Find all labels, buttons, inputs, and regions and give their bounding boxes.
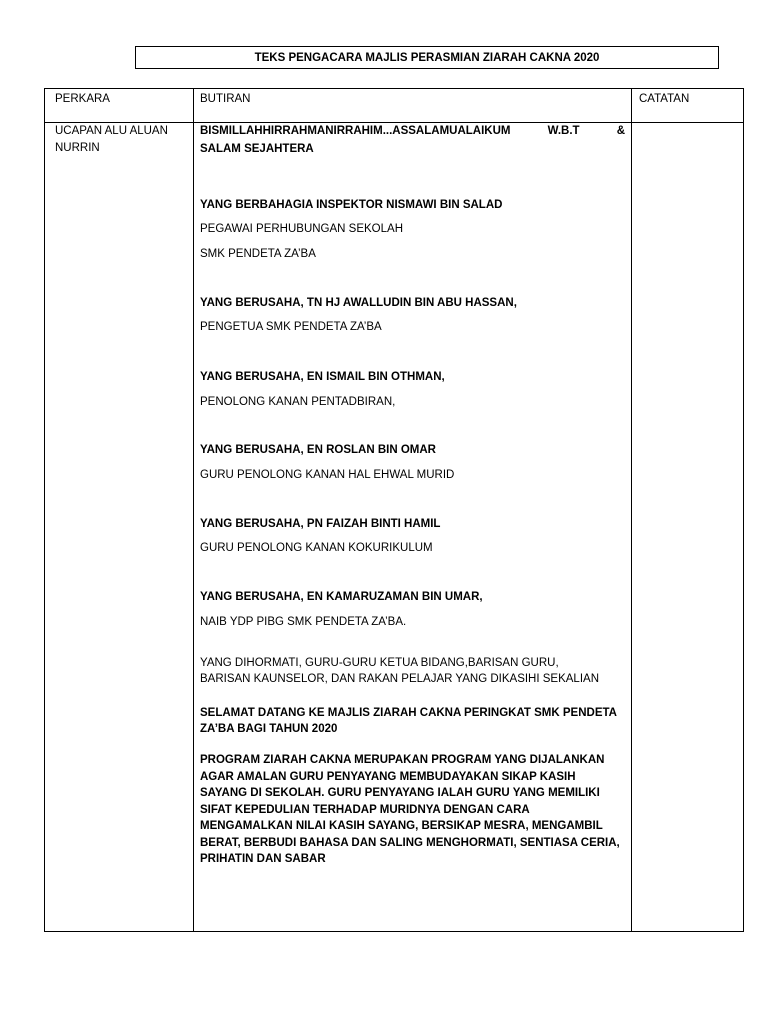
opening-word-3: & bbox=[616, 125, 625, 137]
program-line-5: MENGAMALKAN NILAI KASIH SAYANG, BERSIKAP MESRA, MENGAMBIL bbox=[200, 820, 603, 832]
header-catatan: CATATAN bbox=[639, 93, 690, 105]
guest-line: YANG BERUSAHA, EN ISMAIL BIN OTHMAN, bbox=[200, 371, 445, 383]
dihormati-line-2: BARISAN KAUNSELOR, DAN RAKAN PELAJAR YANG DIKASIHI SEKALIAN bbox=[200, 673, 600, 685]
column-divider-2 bbox=[631, 89, 632, 931]
program-line-6: BERAT, BERBUDI BAHASA DAN SALING MENGHORMATI, SENTIASA CERIA, bbox=[200, 836, 620, 849]
dihormati-line-1: YANG DIHORMATI, GURU-GURU KETUA BIDANG,BARISAN GURU, bbox=[200, 657, 559, 669]
guest-line: SMK PENDETA ZA’BA bbox=[200, 248, 316, 260]
guest-line: PENGETUA SMK PENDETA ZA’BA bbox=[200, 321, 382, 333]
program-line-7: PRIHATIN DAN SABAR bbox=[200, 853, 326, 865]
header-butiran: BUTIRAN bbox=[200, 93, 251, 105]
program-line-1: PROGRAM ZIARAH CAKNA MERUPAKAN PROGRAM YANG DIJALANKAN bbox=[200, 754, 605, 766]
guest-line: GURU PENOLONG KANAN KOKURIKULUM bbox=[200, 542, 433, 554]
opening-word-1: BISMILLAHHIRRAHMANIRRAHIM...ASSALAMUALAIKUM bbox=[200, 125, 511, 137]
header-perkara: PERKARA bbox=[55, 93, 110, 105]
guest-line: PENOLONG KANAN PENTADBIRAN, bbox=[200, 396, 396, 408]
selamat-line-2: ZA’BA BAGI TAHUN 2020 bbox=[200, 723, 338, 735]
guest-line: YANG BERUSAHA, EN ROSLAN BIN OMAR bbox=[200, 444, 436, 456]
program-line-3: SAYANG DI SEKOLAH. GURU PENYAYANG IALAH GURU YANG MEMILIKI bbox=[200, 787, 600, 799]
guest-line: PEGAWAI PERHUBUNGAN SEKOLAH bbox=[200, 223, 403, 235]
program-line-4: SIFAT KEPEDULIAN TERHADAP MURIDNYA DENGAN CARA bbox=[200, 803, 530, 816]
opening-line-1 bbox=[200, 123, 625, 139]
guest-line: YANG BERUSAHA, PN FAIZAH BINTI HAMIL bbox=[200, 518, 441, 530]
main-table bbox=[44, 88, 744, 932]
guest-line: NAIB YDP PIBG SMK PENDETA ZA’BA. bbox=[200, 616, 407, 628]
guest-line: YANG BERUSAHA, TN HJ AWALLUDIN BIN ABU HASSAN, bbox=[200, 297, 517, 309]
guest-line: GURU PENOLONG KANAN HAL EHWAL MURID bbox=[200, 469, 455, 481]
guest-line: YANG BERUSAHA, EN KAMARUZAMAN BIN UMAR, bbox=[200, 591, 483, 603]
perkara-line-2: NURRIN bbox=[55, 142, 100, 154]
selamat-line-1: SELAMAT DATANG KE MAJLIS ZIARAH CAKNA PERINGKAT SMK PENDETA bbox=[200, 707, 617, 719]
perkara-line-1: UCAPAN ALU ALUAN bbox=[55, 125, 168, 137]
guest-line: YANG BERBAHAGIA INSPEKTOR NISMAWI BIN SALAD bbox=[200, 199, 503, 211]
document-title: TEKS PENGACARA MAJLIS PERASMIAN ZIARAH CAKNA 2020 bbox=[135, 46, 719, 69]
program-line-2: AGAR AMALAN GURU PENYAYANG MEMBUDAYAKAN SIKAP KASIH bbox=[200, 770, 576, 783]
column-divider-1 bbox=[193, 89, 194, 931]
opening-word-2: W.B.T bbox=[547, 125, 580, 137]
opening-line-2: SALAM SEJAHTERA bbox=[200, 143, 314, 155]
